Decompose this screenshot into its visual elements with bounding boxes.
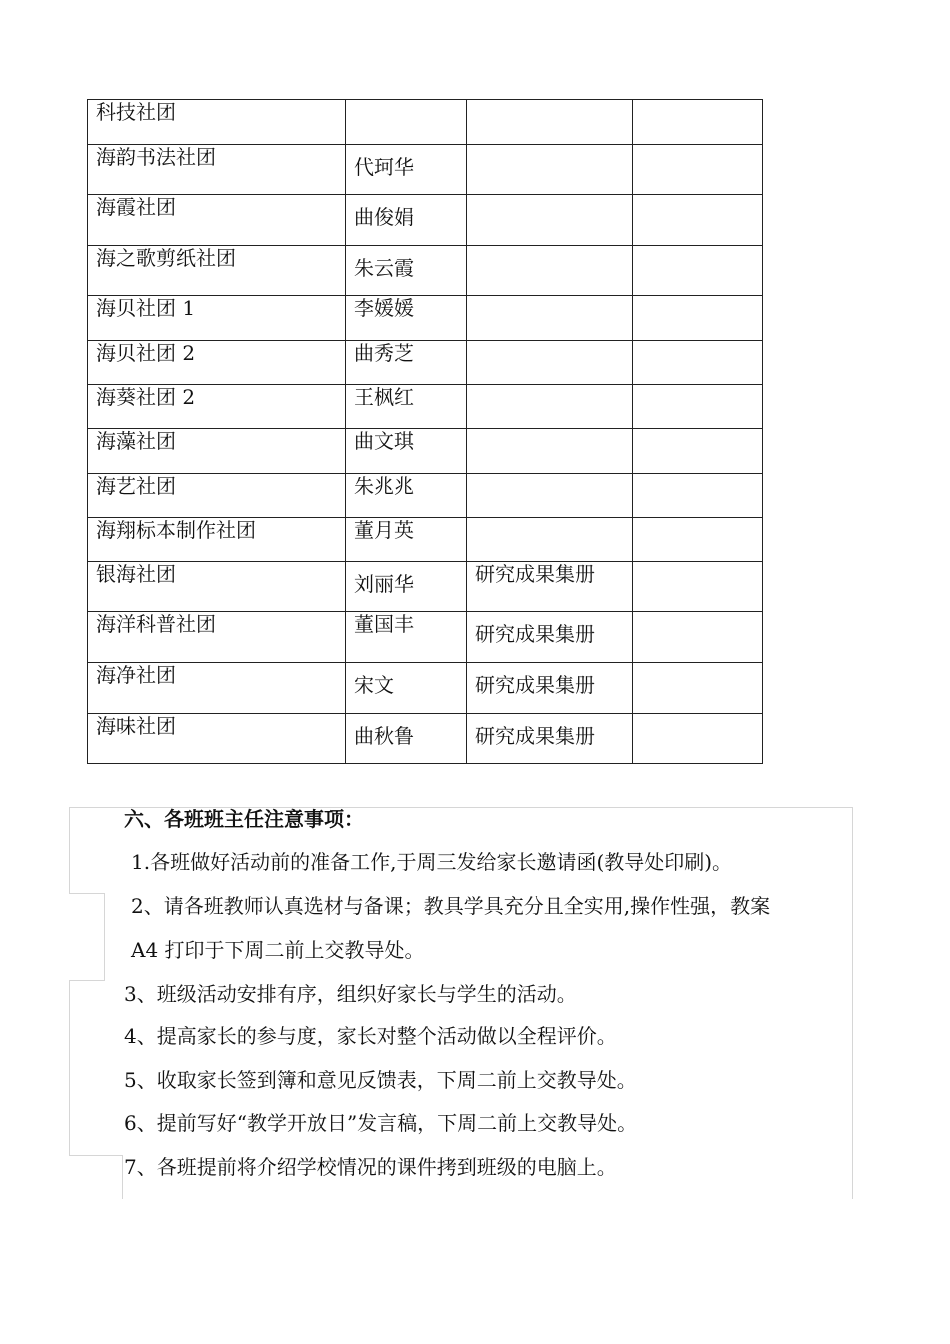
result-cell: 研究成果集册 [467,714,633,764]
club-name-cell: 海贝社团 1 [88,296,346,341]
teacher-cell: 代珂华 [346,145,467,195]
extra-cell [633,612,763,663]
result-cell [467,195,633,246]
extra-cell [633,341,763,385]
table-row [88,246,763,296]
extra-cell [633,429,763,474]
club-name-cell: 海翔标本制作社团 [88,518,346,562]
table-row [88,663,763,714]
extra-cell [633,714,763,764]
note-item-7: 7、各班提前将介绍学校情况的课件拷到班级的电脑上。 [124,1155,617,1179]
result-cell [467,145,633,195]
club-name-cell: 海霞社团 [88,195,346,246]
teacher-cell: 董国丰 [346,612,467,663]
notes-heading: 六、各班班主任注意事项： [124,807,364,831]
result-cell [467,100,633,145]
note-item-6: 6、提前写好“教学开放日”发言稿，下周二前上交教导处。 [124,1111,638,1135]
frame-left-line-c [69,980,70,1155]
club-table [87,99,763,764]
club-name-cell: 海藻社团 [88,429,346,474]
result-cell [467,429,633,474]
table-row [88,385,763,429]
table-row [88,474,763,518]
table-row [88,145,763,195]
result-cell [467,341,633,385]
frame-step-c [69,1155,122,1156]
teacher-cell: 宋文 [346,663,467,714]
teacher-cell [346,100,467,145]
teacher-cell: 李媛媛 [346,296,467,341]
result-cell [467,246,633,296]
table-row [88,296,763,341]
result-cell [467,385,633,429]
extra-cell [633,246,763,296]
result-cell: 研究成果集册 [467,612,633,663]
table-row [88,714,763,764]
frame-step-b [69,980,105,981]
table-row [88,341,763,385]
table-row [88,518,763,562]
note-item-2-line-2: A4 打印于下周二前上交教导处。 [131,938,425,962]
table-row [88,100,763,145]
frame-left-line-b [104,893,105,980]
teacher-cell: 董月英 [346,518,467,562]
note-item-3: 3、班级活动安排有序，组织好家长与学生的活动。 [124,982,577,1006]
teacher-cell: 刘丽华 [346,562,467,612]
teacher-cell: 曲秋鲁 [346,714,467,764]
club-name-cell: 科技社团 [88,100,346,145]
result-cell [467,296,633,341]
result-cell [467,518,633,562]
extra-cell [633,385,763,429]
extra-cell [633,195,763,246]
result-cell [467,474,633,518]
table-row [88,562,763,612]
extra-cell [633,296,763,341]
club-name-cell: 海味社团 [88,714,346,764]
extra-cell [633,474,763,518]
frame-right-line [852,807,853,1199]
frame-step-a [69,893,104,894]
club-name-cell: 海之歌剪纸社团 [88,246,346,296]
result-cell: 研究成果集册 [467,562,633,612]
extra-cell [633,518,763,562]
table-row [88,195,763,246]
note-item-4: 4、提高家长的参与度，家长对整个活动做以全程评价。 [124,1024,617,1048]
frame-left-line-d [122,1155,123,1199]
extra-cell [633,145,763,195]
club-name-cell: 银海社团 [88,562,346,612]
club-name-cell: 海韵书法社团 [88,145,346,195]
teacher-cell: 曲文琪 [346,429,467,474]
club-name-cell: 海洋科普社团 [88,612,346,663]
teacher-cell: 曲秀芝 [346,341,467,385]
club-name-cell: 海贝社团 2 [88,341,346,385]
teacher-cell: 王枫红 [346,385,467,429]
table-row [88,429,763,474]
extra-cell [633,562,763,612]
teacher-cell: 朱兆兆 [346,474,467,518]
note-item-1: 1.各班做好活动前的准备工作,于周三发给家长邀请函(教导处印刷)。 [131,850,733,874]
club-name-cell: 海葵社团 2 [88,385,346,429]
result-cell: 研究成果集册 [467,663,633,714]
teacher-cell: 朱云霞 [346,246,467,296]
club-name-cell: 海净社团 [88,663,346,714]
extra-cell [633,100,763,145]
teacher-cell: 曲俊娟 [346,195,467,246]
club-name-cell: 海艺社团 [88,474,346,518]
frame-left-line-a [69,807,70,893]
extra-cell [633,663,763,714]
note-item-2-line-1: 2、请各班教师认真选材与备课；教具学具充分且全实用,操作性强，教案 [131,894,771,918]
table-row [88,612,763,663]
note-item-5: 5、收取家长签到簿和意见反馈表，下周二前上交教导处。 [124,1068,637,1092]
